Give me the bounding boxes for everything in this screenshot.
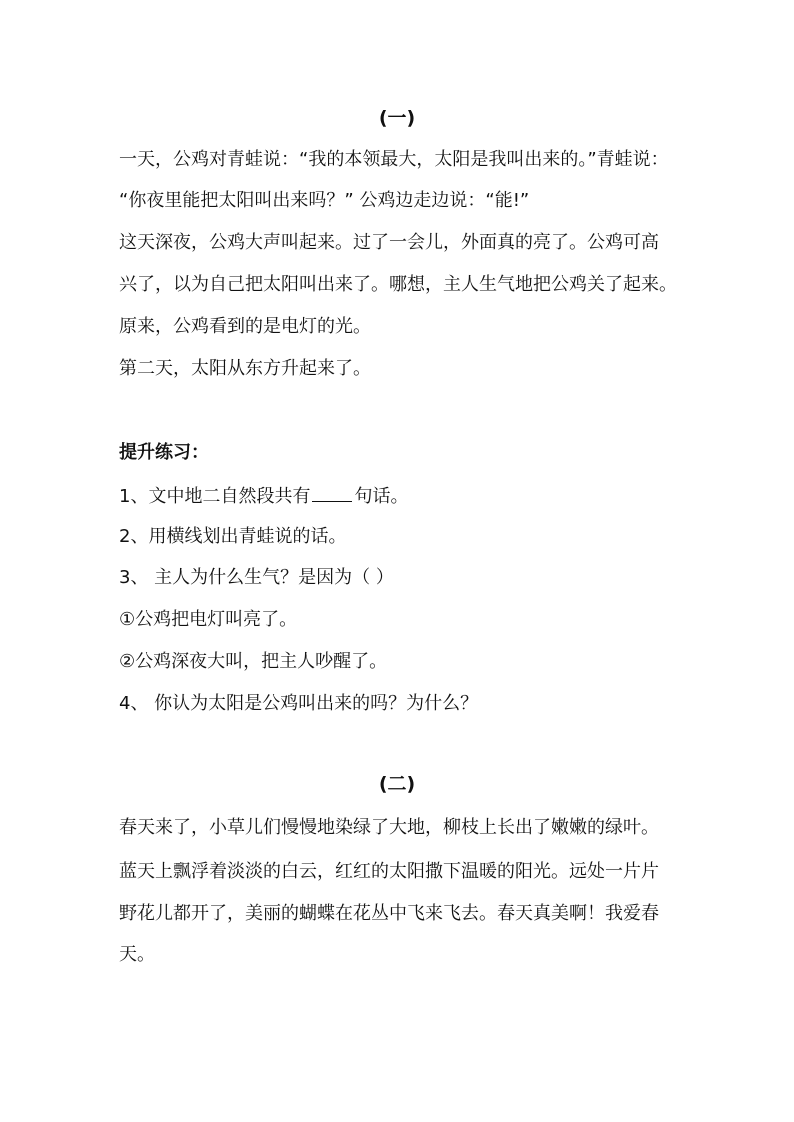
passage-2-line-3: 野花儿都开了，美丽的蝴蝶在花丛中飞来飞去。春天真美啊！我爱春 [119, 903, 659, 924]
question-4: 4、 你认为太阳是公鸡叫出来的吗？为什么？ [119, 693, 479, 714]
question-1 [119, 483, 408, 509]
passage-1-line-5: 原来，公鸡看到的是电灯的光。 [119, 316, 371, 337]
passage-1-line-6: 第二天，太阳从东方升起来了。 [119, 358, 371, 379]
passage-1-line-3: 这天深夜，公鸡大声叫起来。过了一会儿，外面真的亮了。公鸡可高 [119, 232, 659, 253]
section-2-heading: (二) [378, 773, 416, 795]
question-3: 3、 主人为什么生气？是因为（ ） [119, 567, 394, 588]
exercises-title: 提升练习： [119, 442, 209, 463]
question-1-text: 1、文中地二自然段共有 [119, 486, 311, 507]
question-2: 2、用横线划出青蛙说的话。 [119, 526, 347, 547]
section-1-heading: (一) [378, 107, 416, 129]
passage-1-line-1: 一天，公鸡对青蛙说：“我的本领最大，太阳是我叫出来的。”青蛙说： [119, 149, 669, 170]
passage-2-line-4: 天。 [119, 944, 155, 965]
question-1-suffix: 句话。 [354, 486, 409, 507]
passage-1-line-4: 兴了，以为自己把太阳叫出来了。哪想，主人生气地把公鸡关了起来。 [119, 274, 677, 295]
question-3-option-1: ①公鸡把电灯叫亮了。 [119, 609, 298, 630]
passage-2-line-2: 蓝天上飘浮着淡淡的白云，红红的太阳撒下温暖的阳光。远处一片片 [119, 861, 659, 882]
passage-1-line-2: “你夜里能把太阳叫出来吗？” 公鸡边走边说：“能!” [119, 190, 530, 211]
answer-blank[interactable] [312, 483, 352, 502]
passage-2-line-1: 春天来了，小草儿们慢慢地染绿了大地，柳枝上长出了嫩嫩的绿叶。 [119, 817, 659, 838]
question-3-option-2: ②公鸡深夜大叫，把主人吵醒了。 [119, 651, 388, 672]
